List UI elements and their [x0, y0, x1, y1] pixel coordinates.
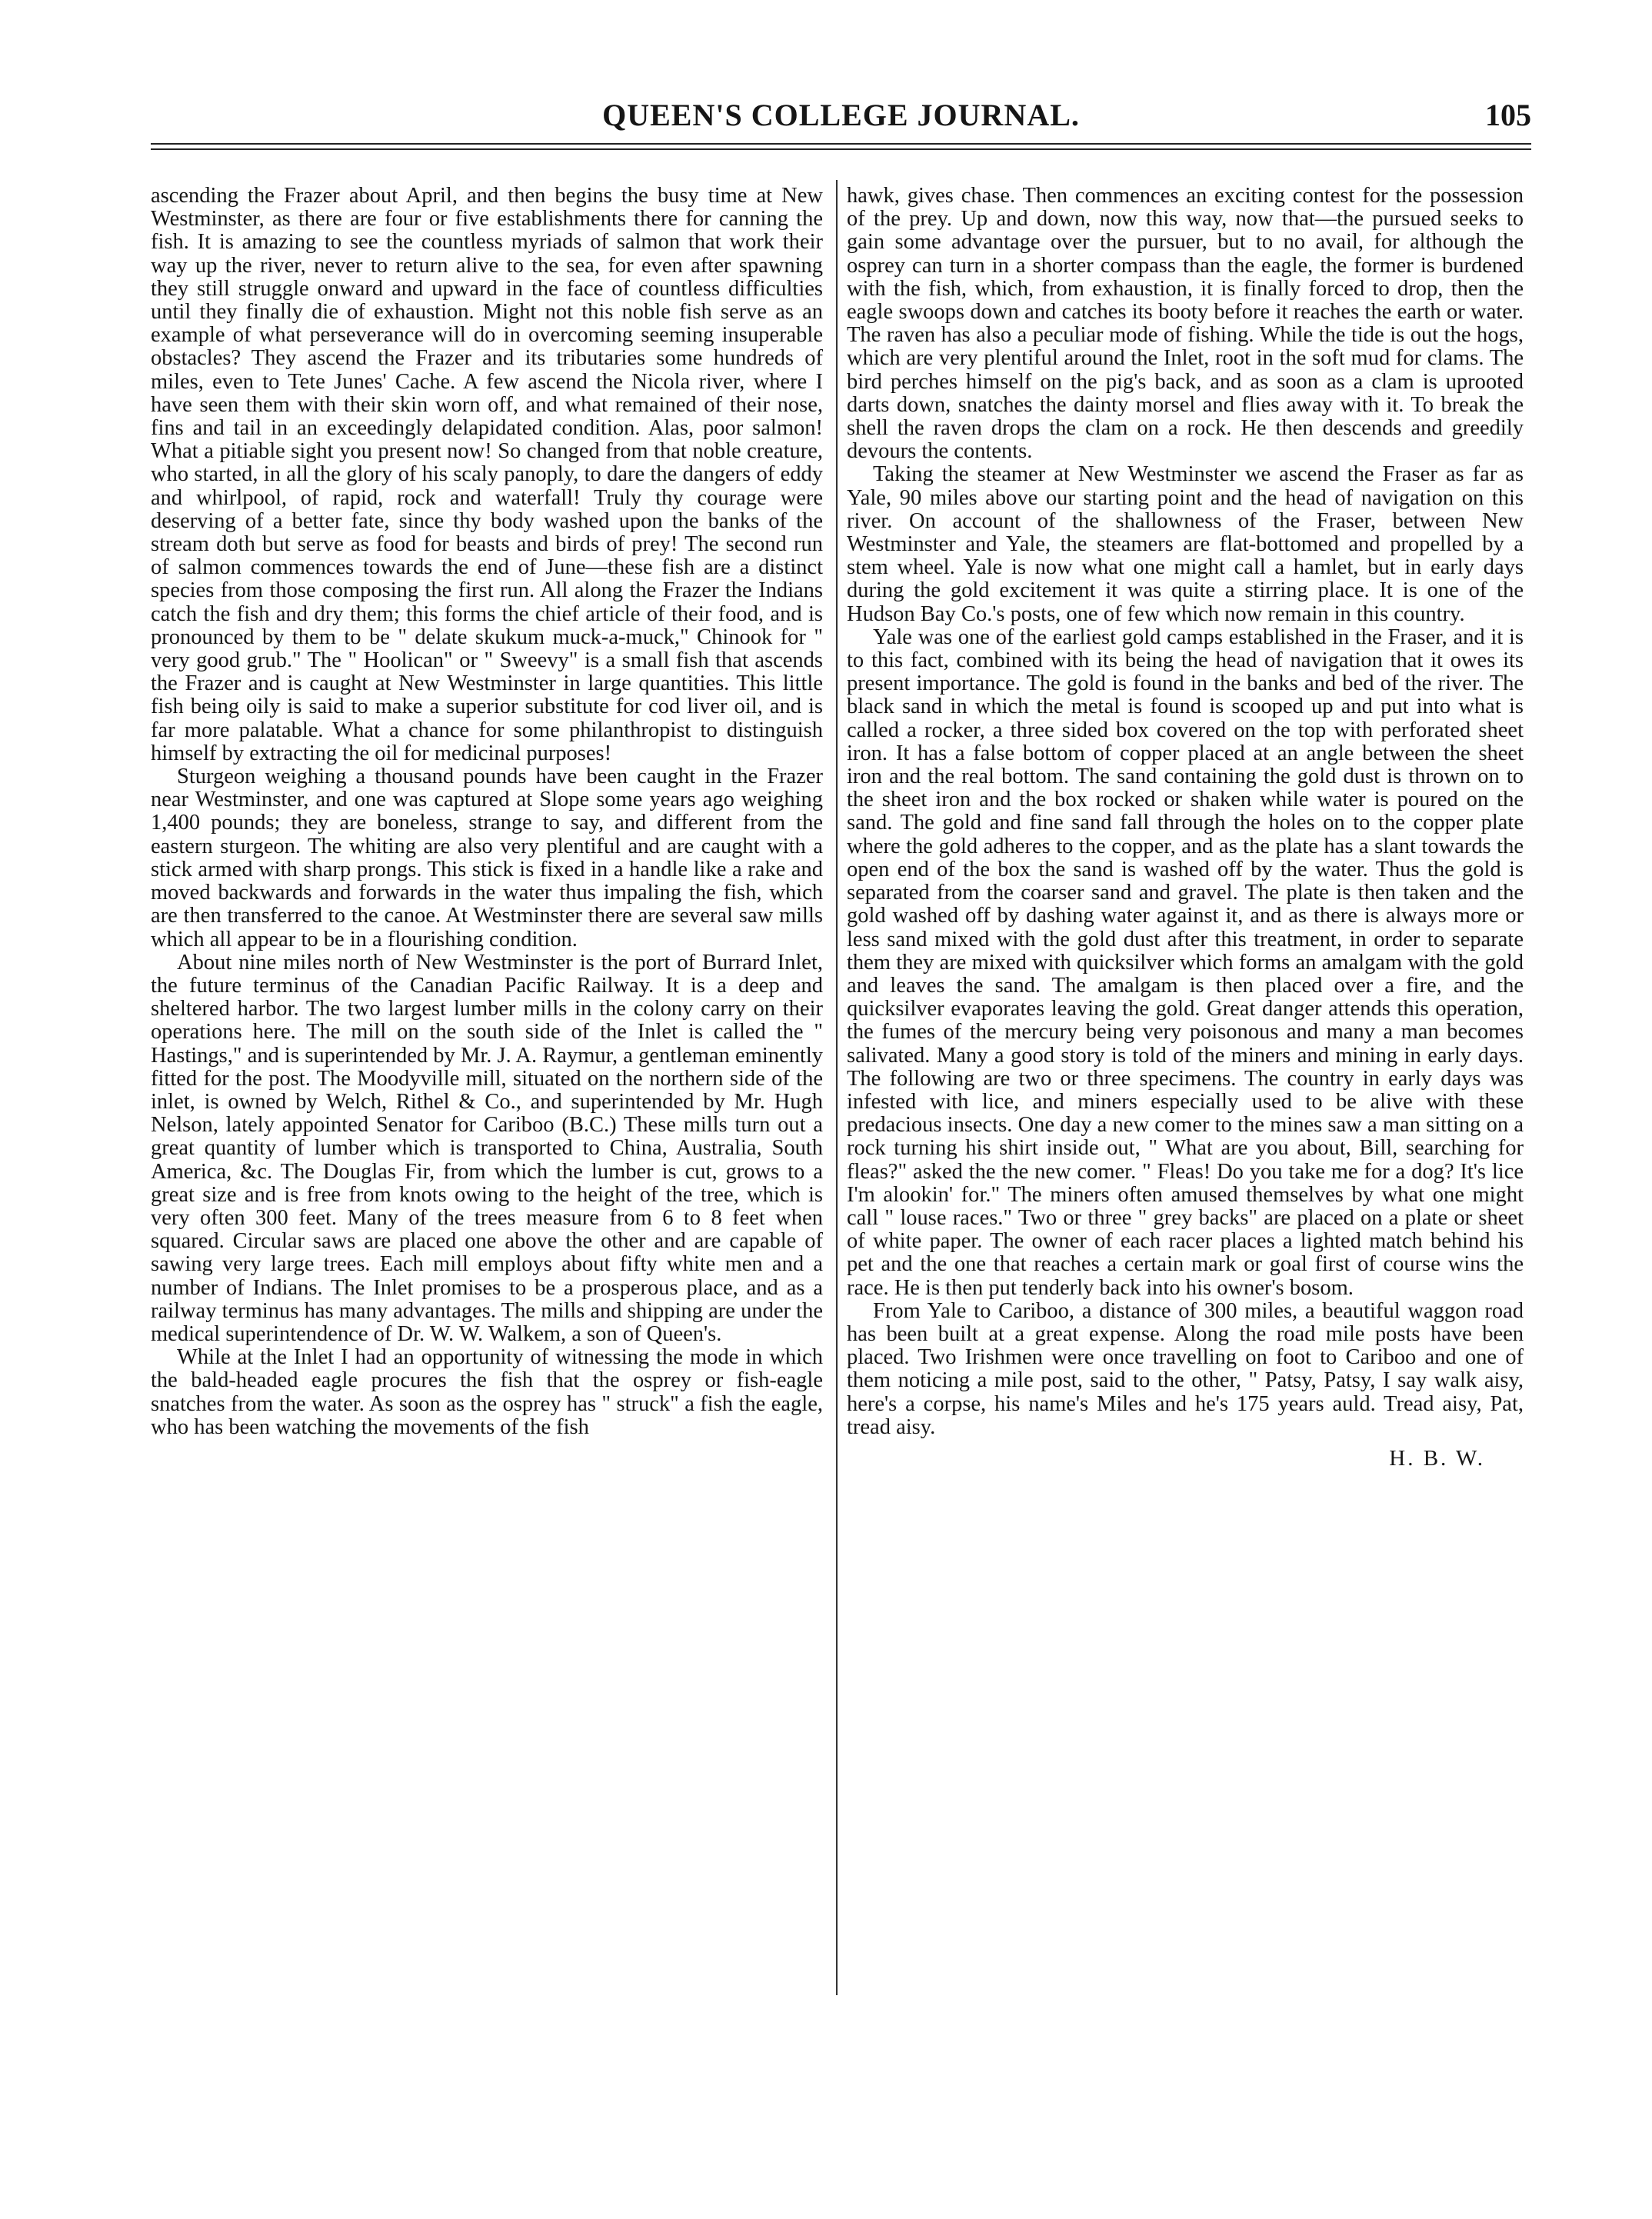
left-column [151, 185, 823, 1439]
paragraph: Yale was one of the earliest gold camps established in the Fraser, and it is to this fact, combined with its being the head of navigation that it owes its present importance. The gold is found in the banks and bed of the river. The black sand in which the metal is found is scooped up and put into what is called a rocker, a three sided box covered on the top with perforated sheet iron. It has a false bottom of copper placed at an angle between the sheet iron and the real bottom. The sand containing the gold dust is thrown on to the sheet iron and the box rocked or shaken while water is poured on the sand. The gold and fine sand fall through the holes on to the copper plate where the gold adheres to the copper, and as the plate has a slant towards the open end of the box the sand is washed off by the water. Thus the gold is separated from the coarser sand and gravel. The plate is then taken and the gold washed off by dashing water against it, and as there is always more or less sand mixed with the gold dust after this treatment, in order to separate them they are mixed with quicksilver which forms an amalgam with the gold and leaves the sand. The amalgam is then placed over a fire, and the quicksilver evaporates leaving the gold. Great danger attends this operation, the fumes of the mercury being very poisonous and many a man becomes salivated. Many a good story is told of the miners and mining in early days. The following are two or three specimens. The country in early days was infested with lice, and miners especially used to be alive with these predacious insects. One day a new comer to the mines saw a man sitting on a rock turning his shirt inside out, " What are you about, Bill, searching for fleas?" asked the the new comer. " Fleas! Do you take me for a dog? It's lice I'm alookin' for." The miners often amused themselves by what one might call " louse races." Two or three " grey backs" are placed on a plate or sheet of white paper. The owner of each racer places a lighted match behind his pet and the one that reaches a certain mark or goal first of course wins the race. He is then put tenderly back into his owner's bosom. [847, 625, 1524, 1300]
journal-title: QUEEN'S COLLEGE JOURNAL. [602, 98, 1080, 132]
right-column [847, 185, 1524, 1470]
paragraph: From Yale to Cariboo, a distance of 300 miles, a beautiful waggon road has been built at a great expense. Along the road mile posts have been placed. Two Irishmen were once travelling on foot to Cariboo and one of them noticing a mile post, said to the other, " Patsy, Patsy, I say walk aisy, here's a corpse, his name's Miles and he's 175 years auld. Tread aisy, Pat, tread aisy. [847, 1298, 1524, 1439]
paragraph: hawk, gives chase. Then commences an exciting contest for the possession of the prey. Up and down, now this way, now that—the pursued seeks to gain some advantage over the pursuer, but to no avail, for although the osprey can turn in a shorter compass than the eagle, the former is burdened with the fish, which, from exhaustion, it is finally forced to drop, then the eagle swoops down and catches its booty before it reaches the earth or water. The raven has also a peculiar mode of fishing. While the tide is out the hogs, which are very plentiful around the Inlet, root in the soft mud for clams. The bird perches himself on the pig's back, and as soon as a clam is uprooted darts down, snatches the dainty morsel and flies away with it. To break the shell the raven drops the clam on a rock. He then descends and greedily devours the contents. [847, 184, 1524, 464]
column-divider [836, 180, 838, 1995]
paragraph: About nine miles north of New Westminster is the port of Burrard Inlet, the future terminus of the Canadian Pacific Railway. It is a deep and sheltered harbor. The two largest lumber mills in the colony carry on their operations here. The mill on the south side of the Inlet is called the " Hastings," and is superintended by Mr. J. A. Raymur, a gentleman eminently fitted for the post. The Moodyville mill, situated on the northern side of the inlet, is owned by Welch, Rithel & Co., and superintended by Mr. Hugh Nelson, lately appointed Senator for Cariboo (B.C.) These mills turn out a great quantity of lumber which is transported to China, Australia, South America, &c. The Douglas Fir, from which the lumber is cut, grows to a great size and is free from knots owing to the height of the tree, which is very often 300 feet. Many of the trees measure from 6 to 8 feet when squared. Circular saws are placed one above the other and are capable of sawing very large trees. Each mill employs about fifty white men and a number of Indians. The Inlet promises to be a prosperous place, and as a railway terminus has many advantages. The mills and shipping are under the medical superintendence of Dr. W. W. Walkem, a son of Queen's. [151, 950, 823, 1346]
paragraph: Taking the steamer at New Westminster we ascend the Fraser as far as Yale, 90 miles above our starting point and the head of navigation on this river. On account of the shallowness of the Fraser, between New Westminster and Yale, the steamers are flat-bottomed and propelled by a stem wheel. Yale is now what one might call a hamlet, but in early days during the gold excitement it was quite a stirring place. It is one of the Hudson Bay Co.'s posts, one of few which now remain in this country. [847, 462, 1524, 626]
author-signature: H. B. W. [1389, 1445, 1485, 1471]
running-header [151, 86, 1531, 132]
header-rule-top [151, 143, 1531, 145]
header-rule-bottom [151, 148, 1531, 150]
paragraph: Sturgeon weighing a thousand pounds have been caught in the Frazer near Westminster, and one was captured at Slope some years ago weighing 1,400 pounds; they are boneless, strange to say, and different from the eastern sturgeon. The whiting are also very plentiful and are caught with a stick armed with sharp prongs. This stick is fixed in a handle like a rake and moved backwards and forwards in the water thus impaling the fish, which are then transferred to the canoe. At Westminster there are several saw mills which all appear to be in a flourishing condition. [151, 765, 823, 951]
page-number: 105 [1485, 98, 1531, 132]
paragraph: ascending the Frazer about April, and then begins the busy time at New Westminster, as there are four or five establishments there for canning the fish. It is amazing to see the countless myriads of salmon that work their way up the river, never to return alive to the sea, for even after spawning they still struggle onward and upward in the face of countless difficulties until they finally die of exhaustion. Might not this noble fish serve as an example of what perseverance will do in overcoming seeming insuperable obstacles? They ascend the Frazer and its tributaries some hundreds of miles, even to Tete Junes' Cache. A few ascend the Nicola river, where I have seen them with their skin worn off, and what remained of their nose, fins and tail in an exceedingly delapidated condition. Alas, poor salmon! What a pitiable sight you present now! So changed from that noble creature, who started, in all the glory of his scaly panoply, to dare the dangers of eddy and whirlpool, of rapid, rock and waterfall! Truly thy courage were deserving of a better fate, since thy body washed upon the banks of the stream doth but serve as food for beasts and birds of prey! The second run of salmon commences towards the end of June—these fish are a distinct species from those composing the first run. All along the Frazer the Indians catch the fish and dry them; this forms the chief article of their food, and is pronounced by them to be " delate skukum muck-a-muck," Chinook for " very good grub." The " Hoolican" or " Sweevy" is a small fish that ascends the Frazer and is caught at New Westminster in large quantities. This little fish being oily is said to make a superior substitute for cod liver oil, and is far more palatable. What a chance for some philanthropist to distinguish himself by extracting the oil for medicinal purposes! [151, 184, 823, 765]
paragraph: While at the Inlet I had an opportunity of witnessing the mode in which the bald-headed eagle procures the fish that the osprey or fish-eagle snatches from the water. As soon as the osprey has " struck" a fish the eagle, who has been watching the movements of the fish [151, 1345, 823, 1439]
